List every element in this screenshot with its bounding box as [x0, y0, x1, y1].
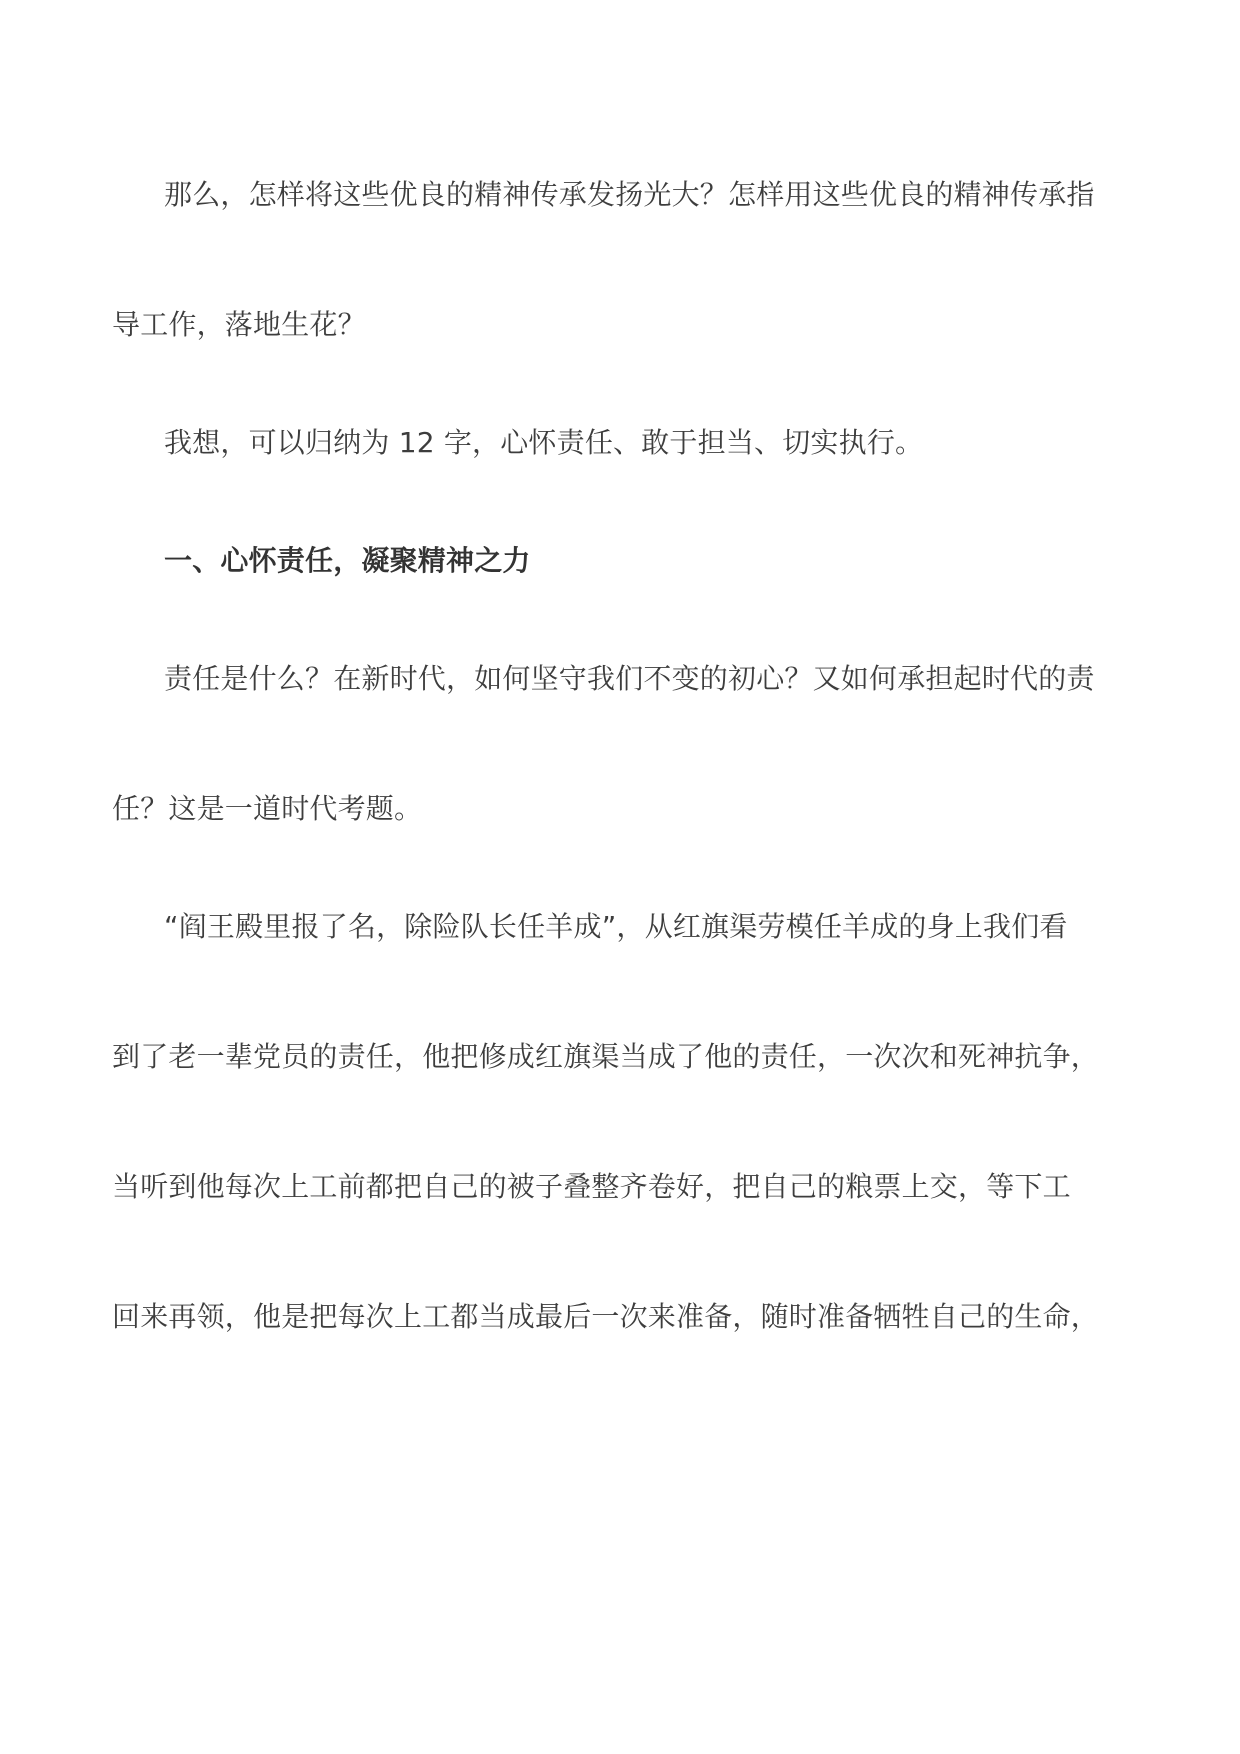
paragraph-line: 责任是什么？在新时代，如何坚守我们不变的初心？又如何承担起时代的责	[164, 662, 1095, 695]
paragraph-line: “阎王殿里报了名，除险队长任羊成”，从红旗渠劳模任羊成的身上我们看	[164, 910, 1068, 943]
paragraph-line: 当听到他每次上工前都把自己的被子叠整齐卷好，把自己的粮票上交，等下工	[112, 1170, 1071, 1203]
paragraph-line: 我想，可以归纳为 12 字，心怀责任、敢于担当、切实执行。	[164, 426, 924, 459]
paragraph-line: 任？这是一道时代考题。	[112, 792, 423, 825]
paragraph-line: 回来再领，他是把每次上工都当成最后一次来准备，随时准备牺牲自己的生命，	[112, 1300, 1100, 1333]
paragraph-line: 到了老一辈党员的责任，他把修成红旗渠当成了他的责任，一次次和死神抗争，	[112, 1040, 1100, 1073]
section-heading: 一、心怀责任，凝聚精神之力	[164, 544, 531, 577]
paragraph-line: 那么，怎样将这些优良的精神传承发扬光大？怎样用这些优良的精神传承指	[164, 178, 1095, 211]
paragraph-line: 导工作，落地生花？	[112, 308, 366, 341]
